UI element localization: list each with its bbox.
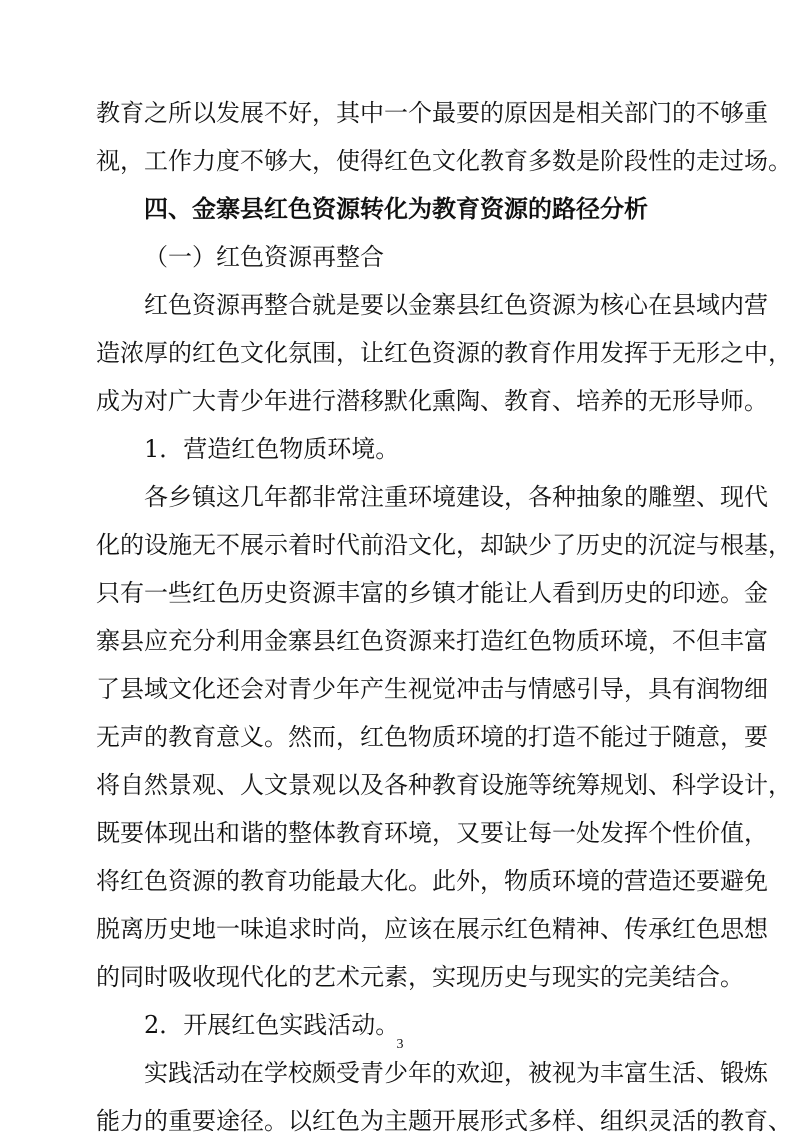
paragraph-line: 红色资源再整合就是要以金寨县红色资源为核心在县域内营 (144, 291, 768, 319)
numbered-item-heading: 1．营造红色物质环境。 (144, 435, 400, 463)
paragraph-line: 视，工作力度不够大，使得红色文化教育多数是阶段性的走过场。 (96, 147, 792, 175)
paragraph-line: 只有一些红色历史资源丰富的乡镇才能让人看到历史的印迹。金 (96, 579, 768, 607)
paragraph-line: 了县域文化还会对青少年产生视觉冲击与情感引导，具有润物细 (96, 675, 768, 703)
paragraph-line: 脱离历史地一味追求时尚，应该在展示红色精神、传承红色思想 (96, 915, 768, 943)
paragraph-line: 各乡镇这几年都非常注重环境建设，各种抽象的雕塑、现代 (144, 483, 768, 511)
page-number: 3 (396, 1037, 404, 1052)
paragraph-line: 造浓厚的红色文化氛围，让红色资源的教育作用发挥于无形之中， (96, 339, 792, 367)
section-heading: 四、金寨县红色资源转化为教育资源的路径分析 (144, 194, 648, 223)
paragraph-line: 教育之所以发展不好，其中一个最要的原因是相关部门的不够重 (96, 99, 768, 127)
paragraph-line: 能力的重要途径。以红色为主题开展形式多样、组织灵活的教育、 (96, 1107, 792, 1135)
paragraph-line: 化的设施无不展示着时代前沿文化，却缺少了历史的沉淀与根基， (96, 531, 792, 559)
subsection-heading: （一）红色资源再整合 (144, 243, 384, 271)
paragraph-line: 既要体现出和谐的整体教育环境，又要让每一处发挥个性价值， (96, 819, 768, 847)
paragraph-line: 无声的教育意义。然而，红色物质环境的打造不能过于随意，要 (96, 723, 768, 751)
paragraph-line: 实践活动在学校颇受青少年的欢迎，被视为丰富生活、锻炼 (144, 1059, 768, 1087)
paragraph-line: 将自然景观、人文景观以及各种教育设施等统筹规划、科学设计， (96, 771, 792, 799)
paragraph-line: 寨县应充分利用金寨县红色资源来打造红色物质环境，不但丰富 (96, 627, 768, 655)
paragraph-line: 的同时吸收现代化的艺术元素，实现历史与现实的完美结合。 (96, 963, 744, 991)
paragraph-line: 成为对广大青少年进行潜移默化熏陶、教育、培养的无形导师。 (96, 387, 768, 415)
numbered-item-heading: 2．开展红色实践活动。 (144, 1011, 400, 1039)
paragraph-line: 将红色资源的教育功能最大化。此外，物质环境的营造还要避免 (96, 867, 768, 895)
